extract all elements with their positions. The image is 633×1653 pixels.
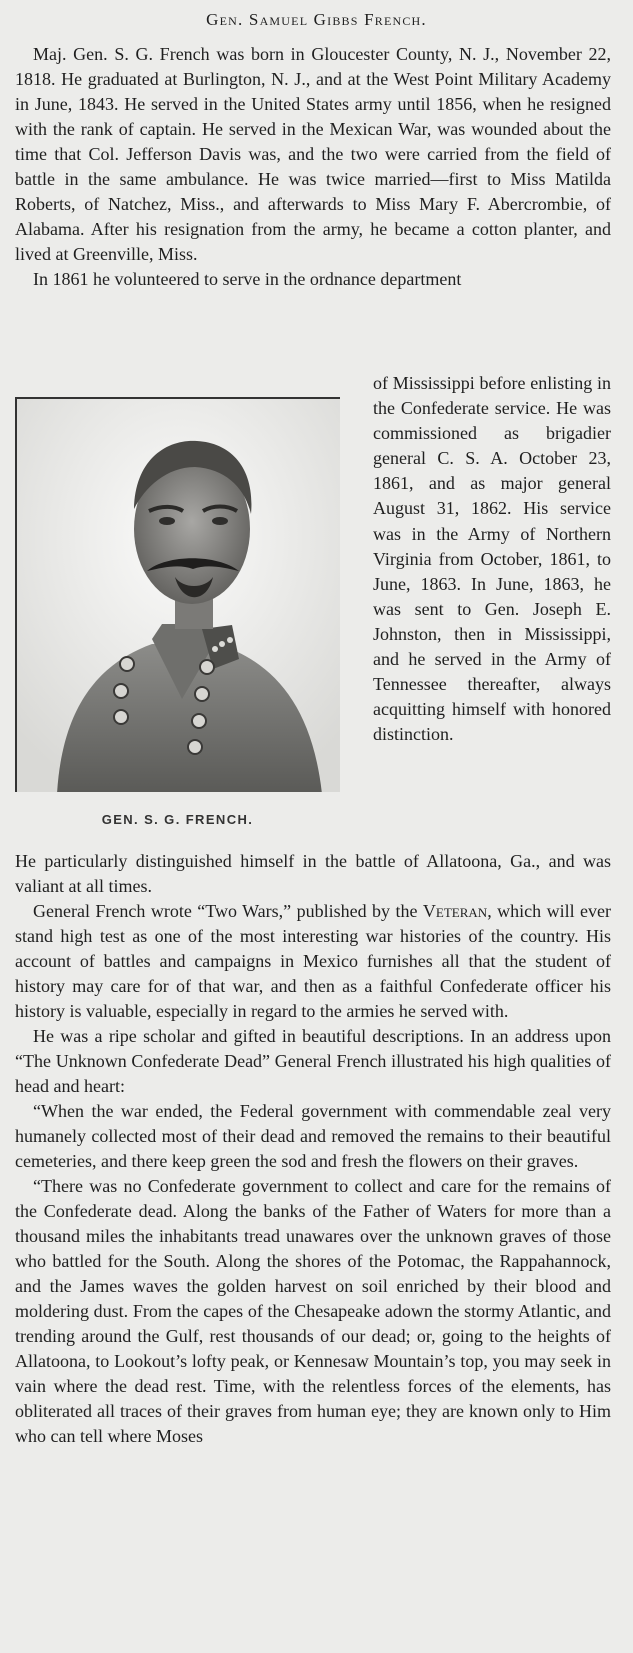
quote2: “There was no Confederate government to collect and care for the remains of the Confederate dead. Along the banks of the Father of Waters for more than a thousand miles the inhabitants tread unawares over the unknown graves of those who battled for the South. Along the shores of the Potomac, the Rappahannock, and the James waves the golden harvest on soil enriched by their blood and moldering dust. From the capes of the Chesapeake adown the stormy Atlantic, and trending around the Gulf, rest thousands of our dead; or, going to the heights of Allatoona, to Lookout’s lofty peak, or Kennesaw Mountain’s top, you may seek in vain where the dead rest. Time, with the relentless forces of the elements, has obliterated all traces of their graves from human eye; they are known only to Him who can tell where Moses (15, 1176, 611, 1446)
article-title: Gen. Samuel Gibbs French. (206, 10, 427, 29)
para2-column-text: of Mississippi before enlisting in the Confederate service. He was commissioned as brigadier general C. S. A. October 23, 1861, and as major general August 31, 1862. His service was in the Army of Northern Virginia from October, 1861, to June, 1863. In June, 1863, he was sent to Gen. Joseph E. Johnston, then in Mississippi, and he served in the Army of Tennessee thereafter, always acquitting himself with honored distinction. (373, 373, 611, 745)
para2-ending: He particularly distinguished himself in the battle of Allatoona, Ga., and was valiant at all times. (15, 851, 611, 896)
quote1: “When the war ended, the Federal government with commendable zeal very humanely collected most of their dead and removed the remains to their beautiful cemeteries, and there keep green the sod and fresh the flowers on their graves. (15, 1101, 611, 1171)
portrait-illustration (17, 399, 340, 792)
body-block (15, 849, 611, 1449)
intro-paragraph: Maj. Gen. S. G. French was born in Gloucester County, N. J., November 22, 1818. He graduated at Burlington, N. J., and at the West Point Military Academy in June, 1843. He served in the United States army until 1856, when he resigned with the rank of captain. He served in the Mexican War, was wounded about the time that Col. Jefferson Davis was, and the two were carried from the field of battle in the same ambulance. He was twice married—first to Miss Matilda Roberts, of Natchez, Miss., and afterwards to Miss Mary F. Abercrombie, of Alabama. After his resignation from the army, he became a cotton planter, and lived at Greenville, Miss. (15, 44, 611, 264)
veteran-title: Veteran (422, 901, 488, 921)
photo-caption: GEN. S. G. FRENCH. (101, 812, 254, 827)
portrait-photo (15, 397, 340, 792)
para3-start: General French wrote “Two Wars,” published by the (33, 901, 423, 921)
intro-block (15, 42, 611, 292)
para3-rest: , which will ever stand high test as one of the most interesting war histories of the country. His account of battles and campaigns in Mexico furnishes all that the student of history may care for of that war, and then as a faithful Confederate officer his history is valuable, especially in regard to the armies he served with. (15, 901, 612, 1021)
para3 (15, 899, 611, 1024)
para2-first-line: In 1861 he volunteered to serve in the ordnance department (33, 269, 462, 289)
para4: He was a ripe scholar and gifted in beautiful descriptions. In an address upon “The Unknown Confederate Dead” General French illustrated his high qualities of head and heart: (15, 1026, 611, 1096)
